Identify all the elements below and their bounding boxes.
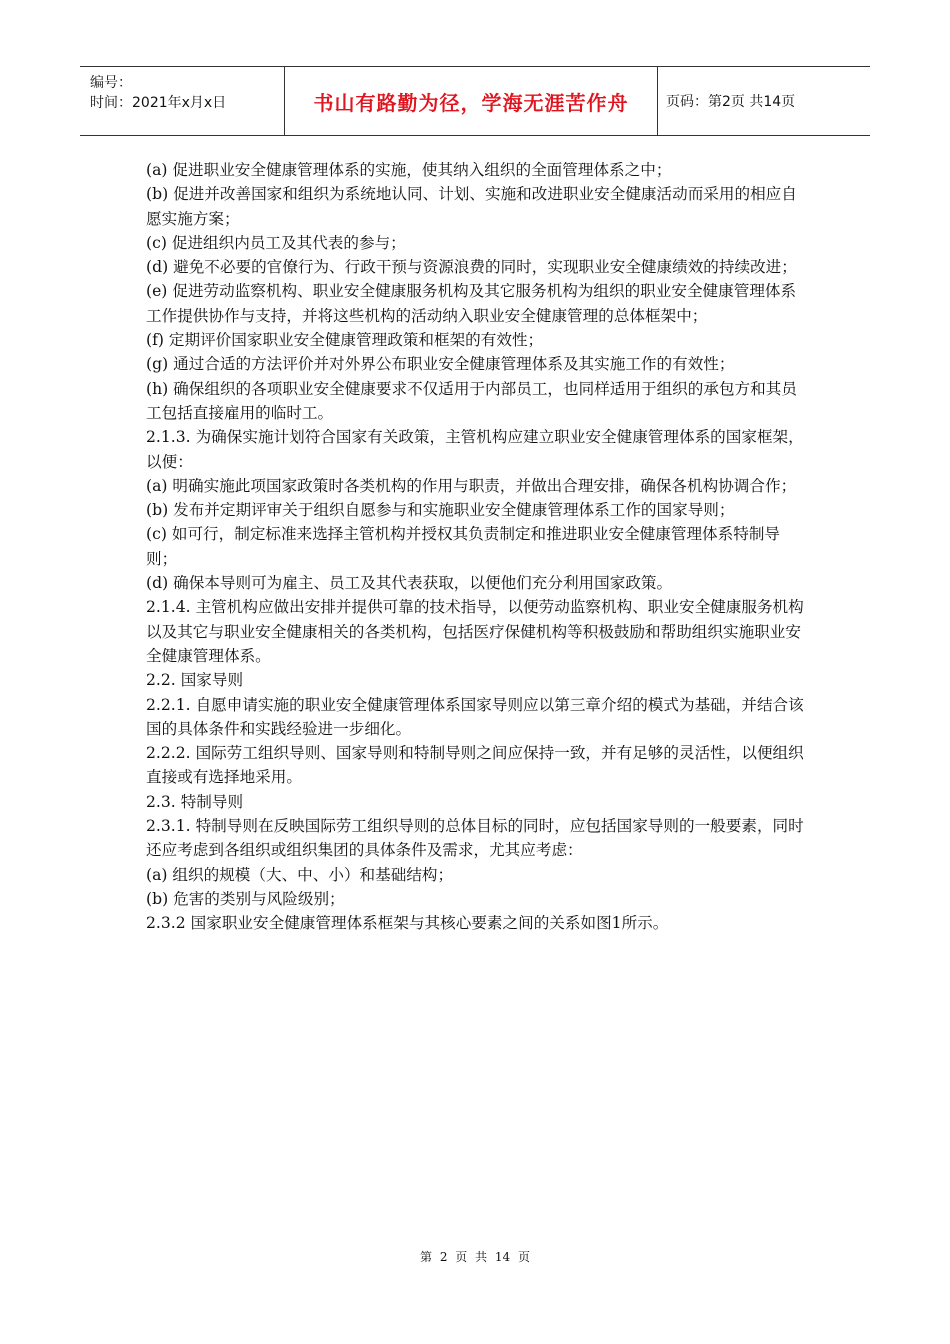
document-number-label: 编号： <box>90 75 132 91</box>
paragraph: (a) 组织的规模（大、中、小）和基础结构； <box>146 865 454 884</box>
document-date-label: 时间：2021年x月x日 <box>90 95 227 111</box>
paragraph: 2.2.2. 国际劳工组织导则、国家导则和特制导则之间应保持一致，并有足够的灵活性，以便组织直接或有选择地采用。 <box>146 744 804 787</box>
paragraph: (e) 促进劳动监察机构、职业安全健康服务机构及其它服务机构为组织的职业安全健康管理体系工作提供协作与支持，并将这些机构的活动纳入职业安全健康管理的总体框架中； <box>146 282 797 325</box>
paragraph: 2.2.1. 自愿申请实施的职业安全健康管理体系国家导则应以第三章介绍的模式为基础，并结合该国的具体条件和实践经验进一步细化。 <box>146 695 804 738</box>
paragraph: (a) 明确实施此项国家政策时各类机构的作用与职责，并做出合理安排，确保各机构协调合作； <box>146 476 797 495</box>
paragraph: (d) 避免不必要的官僚行为、行政干预与资源浪费的同时，实现职业安全健康绩效的持续改进； <box>146 258 797 277</box>
paragraph: (f) 定期评价国家职业安全健康管理政策和框架的有效性； <box>146 331 544 350</box>
paragraph: (d) 确保本导则可为雇主、员工及其代表获取，以便他们充分利用国家政策。 <box>146 574 673 593</box>
paragraph: (b) 促进并改善国家和组织为系统地认同、计划、实施和改进职业安全健康活动而采用的相应自愿实施方案； <box>146 185 797 228</box>
section-heading: 2.2. 国家导则 <box>146 671 244 690</box>
header-page-info: 页码：第2页 共14页 <box>666 94 796 110</box>
paragraph: (g) 通过合适的方法评价并对外界公布职业安全健康管理体系及其实施工作的有效性； <box>146 355 735 374</box>
header-meta <box>80 67 284 135</box>
paragraph: (b) 危害的类别与风险级别； <box>146 889 345 908</box>
paragraph: 2.1.3. 为确保实施计划符合国家有关政策，主管机构应建立职业安全健康管理体系的国家框架，以便： <box>146 428 804 471</box>
section-heading: 2.3. 特制导则 <box>146 792 244 811</box>
paragraph: 2.3.1. 特制导则在反映国际劳工组织导则的总体目标的同时，应包括国家导则的一般要素，同时还应考虑到各组织或组织集团的具体条件及需求，尤其应考虑： <box>146 817 804 860</box>
paragraph: (c) 如可行，制定标准来选择主管机构并授权其负责制定和推进职业安全健康管理体系特制导则； <box>146 525 781 568</box>
paragraph: (a) 促进职业安全健康管理体系的实施，使其纳入组织的全面管理体系之中； <box>146 161 672 179</box>
header-motto: 书山有路勤为径，学海无涯苦作舟 <box>284 67 658 135</box>
document-body <box>146 158 806 936</box>
page-header <box>80 66 870 136</box>
paragraph: 2.3.2 国家职业安全健康管理体系框架与其核心要素之间的关系如图1所示。 <box>146 914 669 933</box>
paragraph: 2.1.4. 主管机构应做出安排并提供可靠的技术指导，以便劳动监察机构、职业安全健康服务机构以及其它与职业安全健康相关的各类机构，包括医疗保健机构等积极鼓励和帮助组织实施职业安全健康管理体系。 <box>146 598 804 665</box>
paragraph: (h) 确保组织的各项职业安全健康要求不仅适用于内部员工，也同样适用于组织的承包方和其员工包括直接雇用的临时工。 <box>146 379 797 422</box>
page-footer: 第 2 页 共 14 页 <box>420 1250 530 1264</box>
paragraph: (c) 促进组织内员工及其代表的参与； <box>146 233 406 252</box>
paragraph: (b) 发布并定期评审关于组织自愿参与和实施职业安全健康管理体系工作的国家导则； <box>146 501 735 520</box>
